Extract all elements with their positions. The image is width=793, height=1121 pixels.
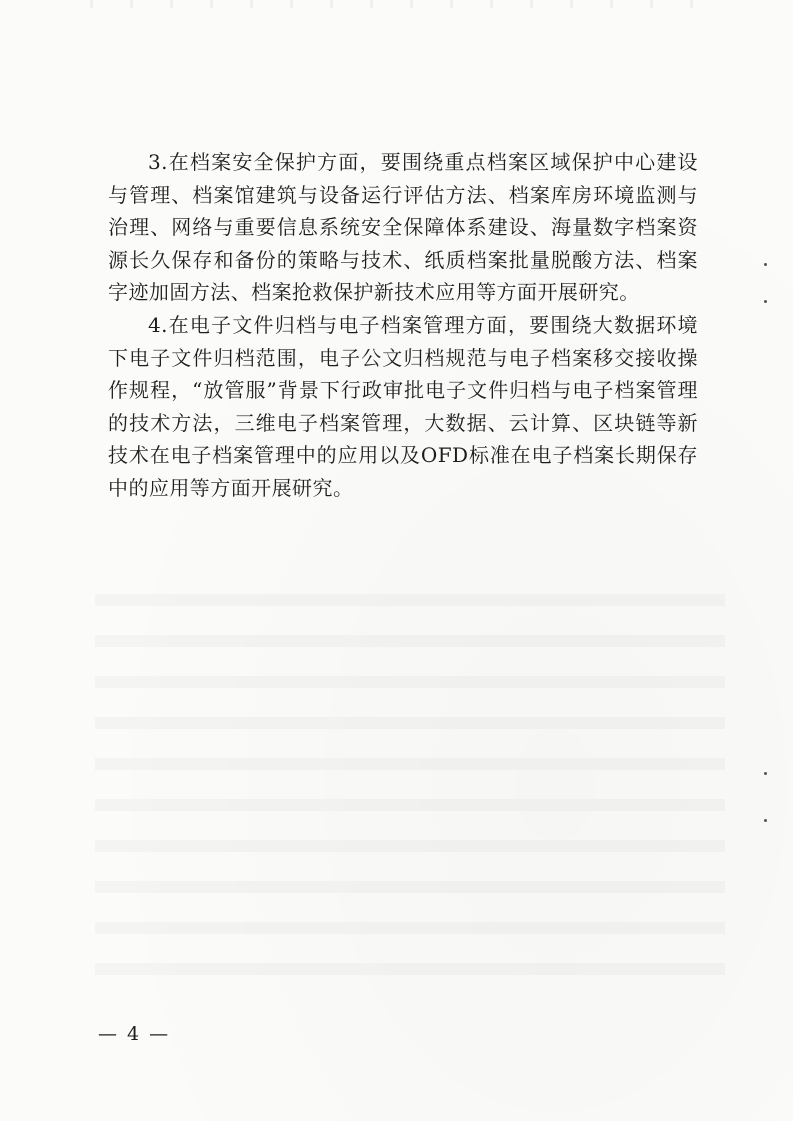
scan-speck [764,772,767,775]
scan-speck [764,263,767,266]
paragraph-electronic-records: 4.在电子文件归档与电子档案管理方面，要围绕大数据环境下电子文件归档范围，电子公文归档规范与电子档案移交接收操作规程，“放管服”背景下行政审批电子文件归档与电子档案管理的技术方法，三维电子档案管理，大数据、云计算、区块链等新技术在电子档案管理中的应用以及OFD标准在电子档案长期保存中的应用等方面开展研究。 [108,312,698,500]
show-through-text [95,580,725,980]
scan-speck [764,300,767,303]
paragraph-archive-security: 3.在档案安全保护方面，要围绕重点档案区域保护中心建设与管理、档案馆建筑与设备运行评估方法、档案库房环境监测与治理、网络与重要信息系统安全保障体系建设、海量数字档案资源长久保存和备份的策略与技术、纸质档案批量脱酸方法、档案字迹加固方法、档案抢救保护新技术应用等方面开展研究。 [108,150,698,305]
scan-edge-marks [90,0,710,8]
document-body [108,146,698,505]
scan-speck [764,819,767,822]
page-number: — 4 — [98,1023,171,1045]
